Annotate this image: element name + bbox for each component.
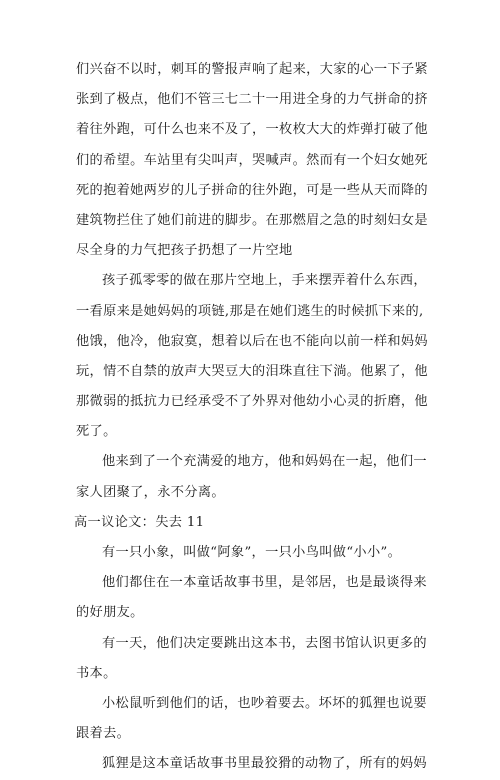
text-line: 一看原来是她妈妈的项链,那是在她们逃生的时候抓下来的, — [76, 303, 424, 319]
paragraph-start-line: 他来到了一个充满爱的地方，他和妈妈在一起，他们一 — [102, 454, 427, 470]
text-line: 死的抱着她两岁的儿子拼命的往外跑，可是一些从天而降的 — [76, 182, 428, 198]
text-line: 尽全身的力气把孩子扔想了一片空地 — [76, 243, 293, 259]
paragraph-start-line: 孩子孤零零的做在那片空地上，手来摆弄着什么东西， — [102, 273, 427, 289]
paragraph-start-line: 小松鼠听到他们的话，也吵着要去。坏坏的狐狸也说要 — [102, 695, 427, 711]
text-line: 的好朋友。 — [76, 605, 144, 621]
text-line: 那微弱的抵抗力已经承受不了外界对他幼小心灵的折磨，他 — [76, 394, 428, 410]
text-line: 们的希望。车站里有尖叫声，哭喊声。然而有一个妇女她死 — [76, 152, 428, 168]
text-line: 着往外跑，可什么也来不及了，一枚枚大大的炸弹打破了他 — [76, 122, 428, 138]
paragraph-start-line: 狐狸是这本童话故事书里最狡猾的动物了，所有的妈妈 — [102, 756, 427, 772]
text-line: 他饿，他冷，他寂寞，想着以后在也不能向以前一样和妈妈 — [76, 333, 428, 349]
essay-body — [76, 55, 436, 780]
text-line: 跟着去。 — [76, 726, 131, 742]
paragraph-start-line: 他们都住在一本童话故事书里，是邻居，也是最谈得来 — [102, 575, 427, 591]
text-line: 们兴奋不以时，刺耳的警报声响了起来，大家的心一下子紧 — [76, 62, 428, 77]
paragraph-start-line: 有一天，他们决定要跳出这本书，去图书馆认识更多的 — [102, 635, 427, 651]
text-line: 建筑物拦住了她们前进的脚步。在那燃眉之急的时刻妇女是 — [76, 212, 428, 228]
text-line: 死了。 — [76, 424, 117, 440]
text-line: 张到了极点，他们不管三七二十一用进全身的力气拼命的挤 — [76, 92, 428, 108]
text-line: 家人团聚了，永不分离。 — [76, 484, 225, 500]
paragraph-start-line: 有一只小象，叫做“阿象”，一只小鸟叫做“小小”。 — [102, 545, 402, 560]
text-line: 书本。 — [76, 665, 117, 681]
section-heading: 高一议论文：失去 11 — [74, 514, 205, 530]
text-line: 玩，情不自禁的放声大哭豆大的泪珠直往下淌。他累了，他 — [76, 363, 428, 379]
